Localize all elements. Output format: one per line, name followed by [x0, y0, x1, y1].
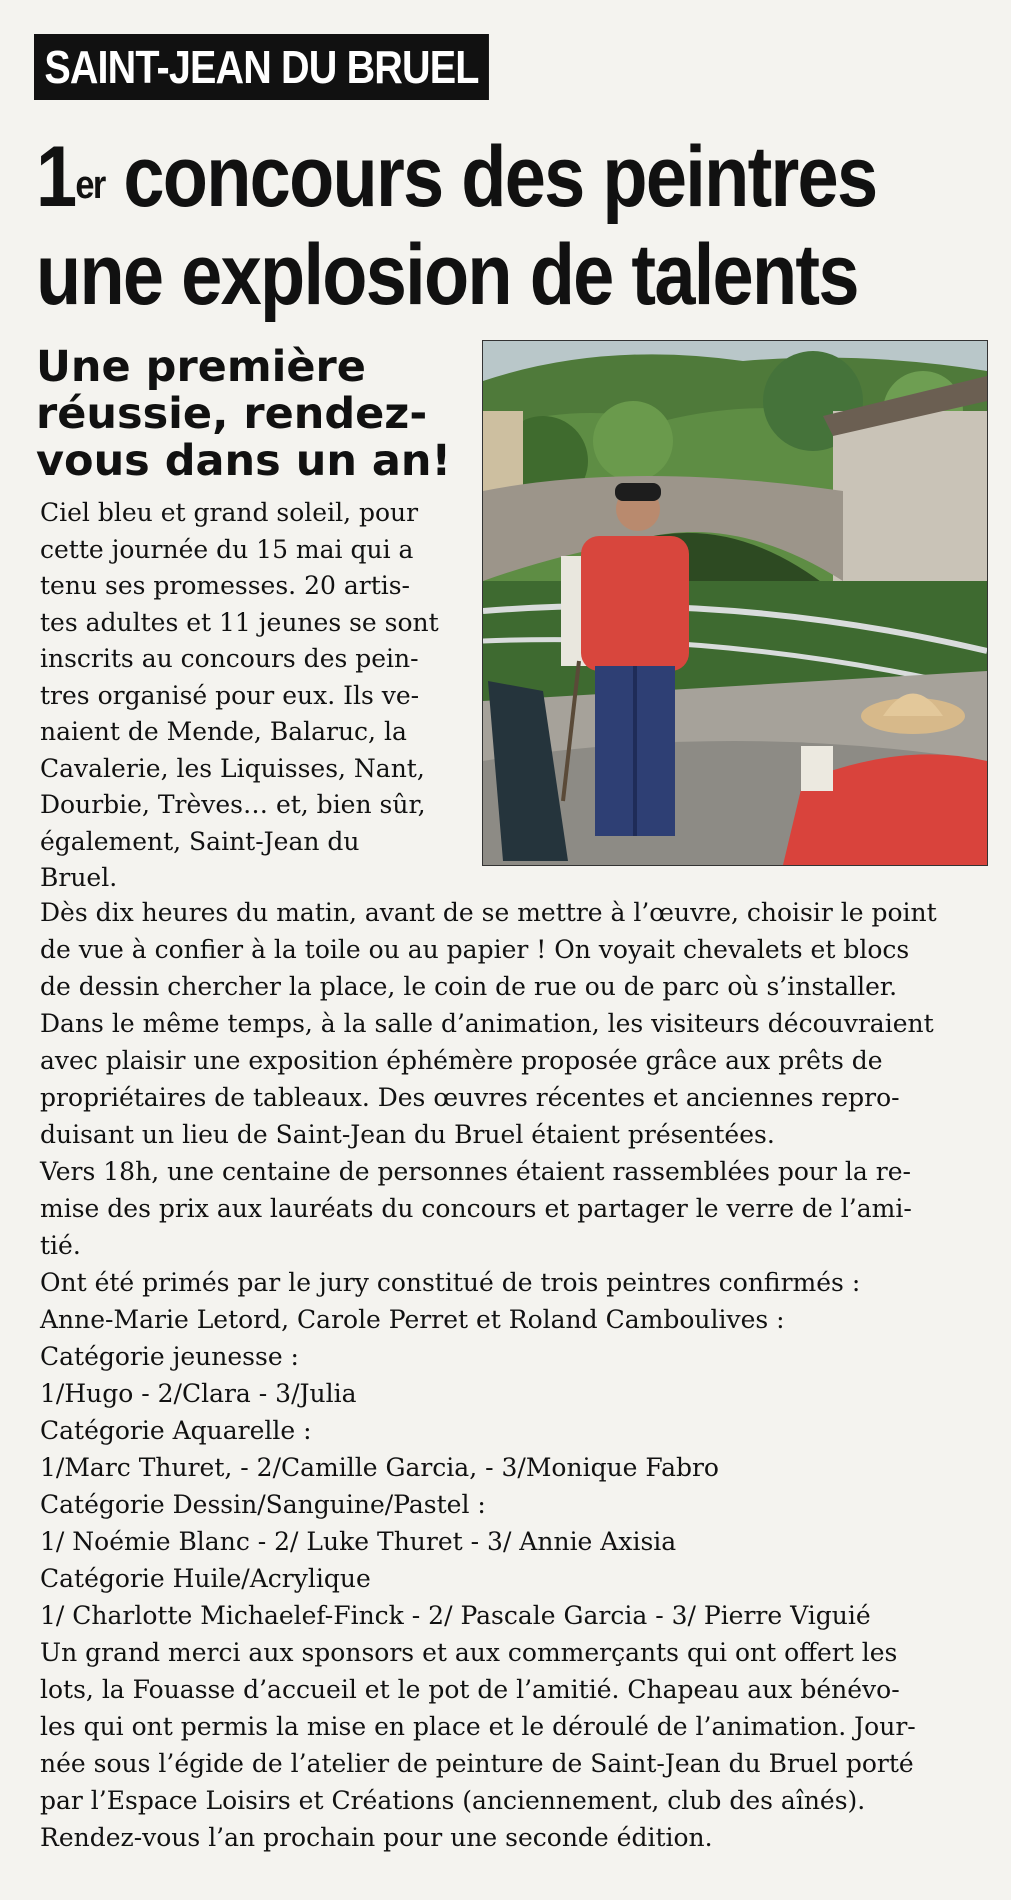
headline-line-2: une explosion de talents — [36, 227, 858, 323]
text-line: de vue à confier à la toile ou au papier ! On voyait chevalets et blocs — [40, 935, 910, 964]
text-line: tenu ses promesses. 20 artis- — [40, 571, 411, 600]
text-line: Dourbie, Trèves… et, bien sûr, — [40, 790, 426, 819]
body-full-width — [40, 894, 990, 1856]
text-line: propriétaires de tableaux. Des œuvres récentes et anciennes repro- — [40, 1083, 900, 1112]
text-line: Cavalerie, les Liquisses, Nant, — [40, 753, 425, 783]
subheadline — [36, 344, 466, 485]
category-winners: 1/ Charlotte Michaelef-Finck - 2/ Pascale Garcia - 3/ Pierre Viguié — [40, 1601, 871, 1630]
text-line: Bruel. — [40, 863, 118, 892]
headline-ordinal: 1er — [36, 129, 105, 225]
text-line: Rendez-vous l’an prochain pour une seconde édition. — [40, 1823, 713, 1852]
text-line: cette journée du 15 mai qui a — [40, 534, 414, 564]
subhead-line: réussie, rendez- — [36, 389, 428, 439]
text-line: Dans le même temps, à la salle d’animation, les visiteurs découvraient — [40, 1009, 934, 1038]
category-winners: 1/ Noémie Blanc - 2/ Luke Thuret - 3/ Annie Axisia — [40, 1527, 677, 1556]
headline-line-1: concours des peintres — [104, 129, 877, 225]
text-line: tes adultes et 11 jeunes se sont — [40, 607, 439, 637]
text-line: tié. — [40, 1231, 81, 1260]
category-winners: 1/Hugo - 2/Clara - 3/Julia — [40, 1379, 357, 1408]
text-line: avec plaisir une exposition éphémère proposée grâce aux prêts de — [40, 1046, 883, 1075]
subhead-line: Une première — [36, 342, 366, 392]
jury-line: Ont été primés par le jury constitué de trois peintres confirmés : — [40, 1268, 861, 1297]
text-line: tres organisé pour eux. Ils ve- — [40, 680, 420, 710]
category-heading: Catégorie Huile/Acrylique — [40, 1564, 371, 1593]
article-photo — [482, 340, 988, 866]
text-line: également, Saint-Jean du — [40, 826, 360, 856]
text-line: mise des prix aux lauréats du concours et partager le verre de l’ami- — [40, 1194, 912, 1223]
text-line: de dessin chercher la place, le coin de rue ou de parc où s’installer. — [40, 972, 898, 1001]
text-line: Un grand merci aux sponsors et aux commerçants qui ont offert les — [40, 1638, 898, 1667]
text-line: par l’Espace Loisirs et Créations (anciennement, club des aînés). — [40, 1786, 866, 1815]
text-line: Dès dix heures du matin, avant de se mettre à l’œuvre, choisir le point — [40, 898, 937, 927]
headline — [36, 128, 879, 324]
location-kicker: SAINT-JEAN DU BRUEL — [34, 34, 489, 100]
body-column — [40, 495, 476, 897]
text-line: naient de Mende, Balaruc, la — [40, 717, 407, 746]
text-line: Vers 18h, une centaine de personnes étaient rassemblées pour la re- — [40, 1157, 911, 1186]
category-winners: 1/Marc Thuret, - 2/Camille Garcia, - 3/Monique Fabro — [40, 1453, 719, 1482]
text-line: duisant un lieu de Saint-Jean du Bruel étaient présentées. — [40, 1120, 775, 1149]
text-line: inscrits au concours des pein- — [40, 644, 419, 673]
text-line: les qui ont permis la mise en place et le déroulé de l’animation. Jour- — [40, 1712, 916, 1741]
category-heading: Catégorie Aquarelle : — [40, 1416, 312, 1445]
jury-names-line: Anne-Marie Letord, Carole Perret et Roland Camboulives : — [40, 1305, 785, 1334]
category-heading: Catégorie jeunesse : — [40, 1342, 299, 1371]
subhead-line: vous dans un an! — [36, 436, 452, 486]
text-line: née sous l’égide de l’atelier de peinture de Saint-Jean du Bruel porté — [40, 1749, 914, 1778]
category-heading: Catégorie Dessin/Sanguine/Pastel : — [40, 1490, 486, 1519]
text-line: lots, la Fouasse d’accueil et le pot de l’amitié. Chapeau aux bénévo- — [40, 1675, 900, 1704]
text-line: Ciel bleu et grand soleil, pour — [40, 498, 419, 527]
